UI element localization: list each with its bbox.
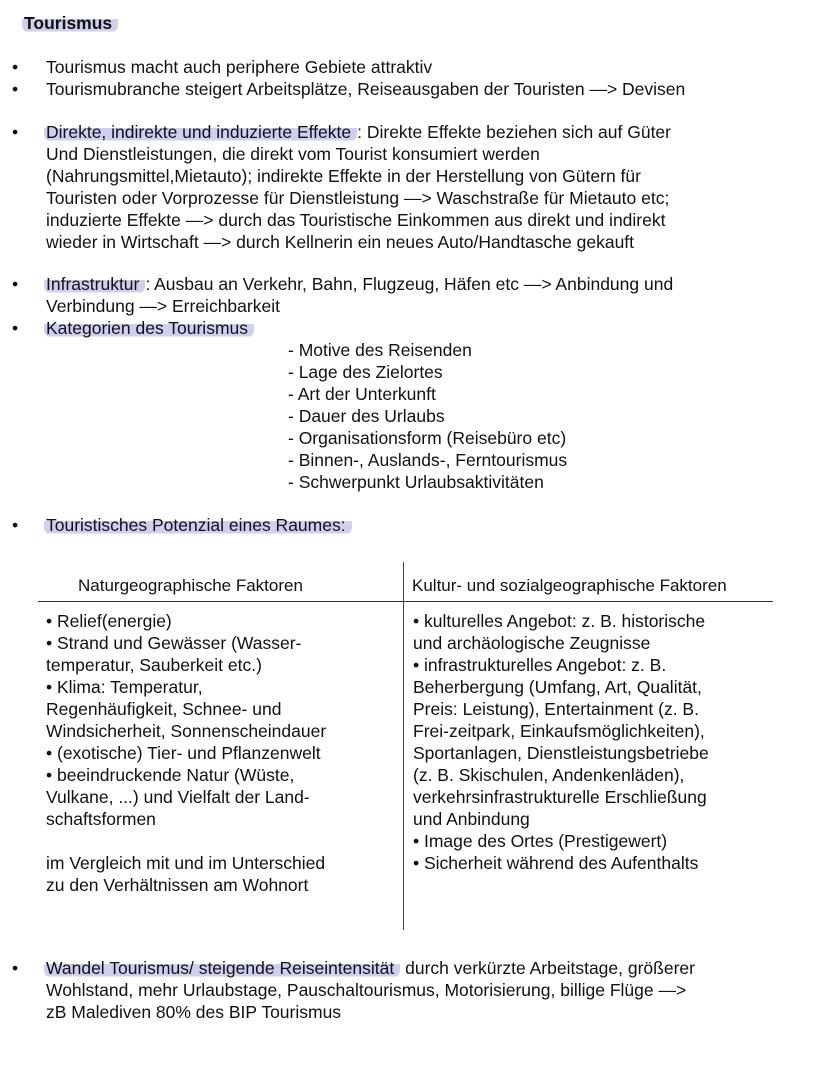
bullet-icon: •	[12, 318, 19, 338]
effects-section	[0, 121, 828, 253]
table-cell-left	[46, 610, 396, 896]
factors-table	[38, 562, 778, 930]
table-line: • (exotische) Tier- und Pflanzenwelt	[46, 743, 321, 763]
change-heading: Wandel Tourismus/ steigende Reiseintensität	[44, 958, 400, 978]
infrastructure-line: Verbindung —> Erreichbarkeit	[46, 296, 280, 316]
table-line: • kulturelles Angebot: z. B. historische	[413, 611, 706, 631]
category-item: - Lage des Zielortes	[288, 362, 443, 382]
intro-bullets	[0, 56, 828, 100]
table-line: • beeindruckende Natur (Wüste,	[46, 765, 295, 785]
list-item	[0, 514, 828, 536]
effects-line: Touristen oder Vorprozesse für Dienstleistung —> Waschstraße für Mietauto etc;	[46, 188, 670, 208]
table-line: und archäologische Zeugnisse	[413, 633, 651, 653]
bullet-icon: •	[12, 79, 19, 99]
table-header-left: Naturgeographische Faktoren	[78, 576, 303, 595]
bullet-icon: •	[12, 958, 19, 978]
bullet-icon: •	[12, 57, 19, 77]
bullet-text: Tourismubranche steigert Arbeitsplätze, Reiseausgaben der Touristen —> Devisen	[46, 79, 686, 99]
table-line: Vulkane, ...) und Vielfalt der Land-	[46, 787, 310, 807]
table-line: schaftsformen	[46, 809, 156, 829]
category-item: - Art der Unterkunft	[288, 384, 436, 404]
table-line: im Vergleich mit und im Unterschied	[46, 853, 326, 873]
infrastructure-heading: Infrastruktur	[44, 274, 145, 294]
table-line: und Anbindung	[413, 809, 530, 829]
table-line: verkehrsinfrastrukturelle Erschließung	[413, 787, 707, 807]
page-title-text: Tourismus	[22, 13, 118, 33]
bullet-icon: •	[12, 122, 19, 142]
effects-line: : Direkte Effekte beziehen sich auf Güter	[357, 122, 671, 142]
table-line: • Sicherheit während des Aufenthalts	[413, 853, 699, 873]
change-line: zB Malediven 80% des BIP Tourismus	[46, 1002, 342, 1022]
categories-heading: Kategorien des Tourismus	[44, 318, 254, 338]
infrastructure-line: : Ausbau an Verkehr, Bahn, Flugzeug, Häfen etc —> Anbindung und	[145, 274, 674, 294]
change-line: Wohlstand, mehr Urlaubstage, Pauschaltourismus, Motorisierung, billige Flüge —>	[46, 980, 687, 1000]
category-item: - Schwerpunkt Urlaubsaktivitäten	[288, 472, 544, 492]
effects-line: Und Dienstleistungen, die direkt vom Tourist konsumiert werden	[46, 144, 540, 164]
table-line: Preis: Leistung), Entertainment (z. B.	[413, 699, 699, 719]
potential-section	[0, 514, 828, 536]
list-item	[0, 121, 828, 253]
table-line: zu den Verhältnissen am Wohnort	[46, 875, 309, 895]
change-line: durch verkürzte Arbeitstage, größerer	[400, 958, 695, 978]
table-divider-horizontal	[38, 601, 773, 602]
table-line: temperatur, Sauberkeit etc.)	[46, 655, 262, 675]
spacer	[46, 830, 396, 852]
table-cell-right	[413, 610, 773, 874]
table-line: • Strand und Gewässer (Wasser-	[46, 633, 302, 653]
table-line: • Image des Ortes (Prestigewert)	[413, 831, 668, 851]
table-line: Sportanlagen, Dienstleistungsbetriebe	[413, 743, 709, 763]
list-item	[0, 78, 828, 100]
list-item	[0, 56, 828, 78]
table-line: Frei-zeitpark, Einkaufsmöglichkeiten),	[413, 721, 705, 741]
effects-line: wieder in Wirtschaft —> durch Kellnerin ein neues Auto/Handtasche gekauft	[46, 232, 635, 252]
category-item: - Organisationsform (Reisebüro etc)	[288, 428, 567, 448]
list-item	[0, 957, 828, 1023]
bullet-text: Tourismus macht auch periphere Gebiete attraktiv	[46, 57, 433, 77]
list-item	[0, 317, 828, 339]
categories-list	[288, 339, 567, 493]
table-line: Windsicherheit, Sonnenscheindauer	[46, 721, 327, 741]
effects-heading: Direkte, indirekte und induzierte Effekte	[44, 122, 357, 142]
table-header-right: Kultur- und sozialgeographische Faktoren	[412, 576, 727, 595]
list-item	[0, 273, 828, 317]
table-line: Beherbergung (Umfang, Art, Qualität,	[413, 677, 702, 697]
table-line: (z. B. Skischulen, Andenkenläden),	[413, 765, 685, 785]
page-title	[24, 12, 118, 34]
bullet-icon: •	[12, 515, 19, 535]
infrastructure-section	[0, 273, 828, 339]
effects-line: induzierte Effekte —> durch das Touristische Einkommen aus direkt und indirekt	[46, 210, 666, 230]
potential-heading: Touristisches Potenzial eines Raumes:	[44, 515, 352, 535]
table-line: • infrastrukturelles Angebot: z. B.	[413, 655, 667, 675]
effects-line: (Nahrungsmittel,Mietauto); indirekte Effekte in der Herstellung von Gütern für	[46, 166, 641, 186]
table-line: • Relief(energie)	[46, 611, 172, 631]
change-section	[0, 957, 828, 1023]
table-divider-vertical	[403, 562, 404, 930]
category-item: - Binnen-, Auslands-, Ferntourismus	[288, 450, 568, 470]
category-item: - Dauer des Urlaubs	[288, 406, 445, 426]
table-line: Regenhäufigkeit, Schnee- und	[46, 699, 282, 719]
bullet-icon: •	[12, 274, 19, 294]
category-item: - Motive des Reisenden	[288, 340, 472, 360]
table-line: • Klima: Temperatur,	[46, 677, 203, 697]
